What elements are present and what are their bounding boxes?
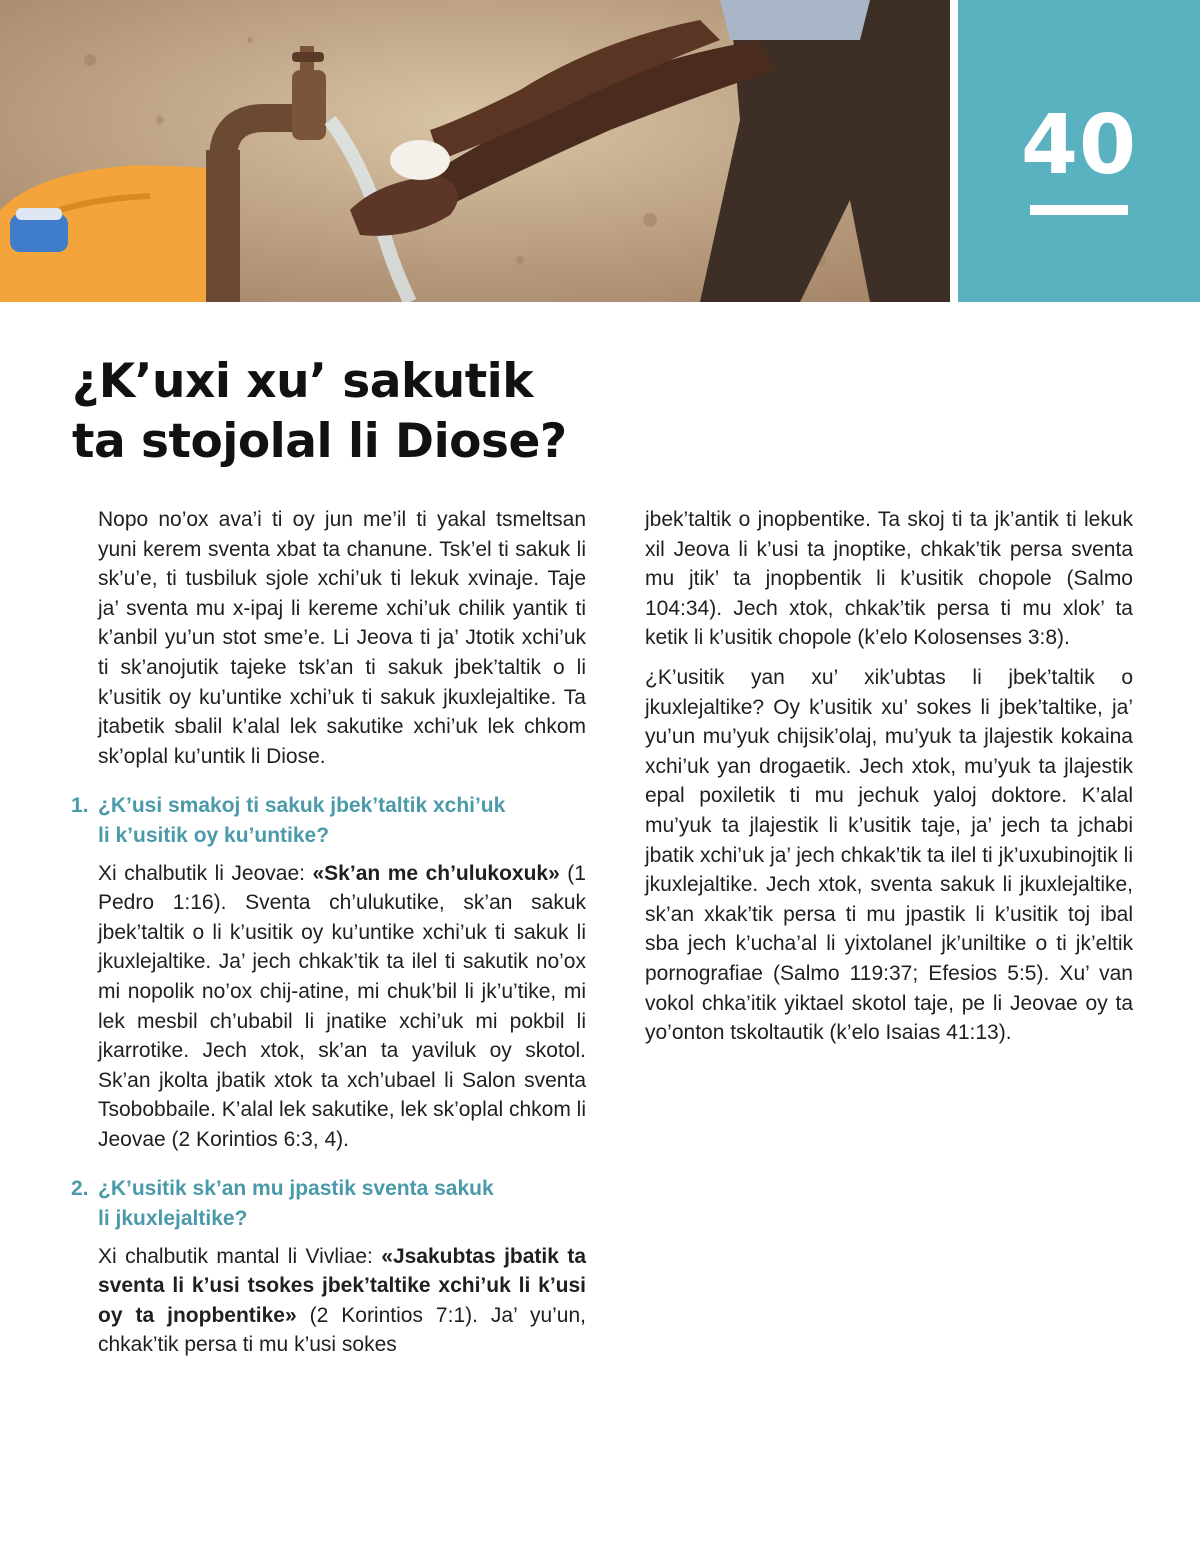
question-1-line-2: li k’usitik oy ku’untike? — [98, 823, 330, 847]
question-2-line-1: ¿K’usitik sk’an mu jpastik sventa sakuk — [98, 1177, 494, 1201]
answer-2-lead: Xi chalbutik mantal li Vivliae: — [98, 1244, 382, 1268]
continued-paragraph: jbek’taltik o jnopbentike. Ta skoj ti ta jk’antik ti lekuk xil Jeova li k’usi ta jnoptike, chkak’tik persa sventa mu jtik’ ta jnopbentik li k’usitik chopole (Salmo 104:34). Jech xtok, chkak’tik persa ti mu xlok’ ta ketik li k’usitik chopole (k’elo Kolosenses 3:8). — [645, 508, 1133, 650]
lesson-number: 40 — [1020, 98, 1138, 193]
body-paragraph: ¿K’usitik yan xu’ xik’ubtas li jbek’taltik o jkuxlejaltike? Oy k’usitik xu’ sokes li jbek’taltike, ja’ yu’un mu’yuk chijsik’olaj, mu’yuk ta jlajestik kokaina xchi’uk yan drogaetik. Jech xtok, mu’yuk ta jlajestik epal poxiletik ti mu jechuk yaloj doktore. K’alal mu’yuk ta jlajestik li k’usitik taje, ja’ jech ta jchabi jbatik xchi’uk ja’ jech chkak’tik ta ilel ti jk’uxubinojtik li jkuxlejaltike. Jech xtok, sventa sakuk li jkuxlejaltike, sk’an xkak’tik persa ti mu jpastik li k’usitik toj ibal sba jech k’ucha’al li yixtolanel jk’uniltike o ti jk’eltik pornografiae (Salmo 119:37; Efesios 5:5). Xu’ van vokol chka’itik yiktael skotol taje, pe li Jeovae oy ta yo’onton tskoltautik (k’elo Isaias 41:13). — [645, 665, 1133, 1045]
question-1-line-1: ¿K’usi smakoj ti sakuk jbek’taltik xchi’uk — [98, 794, 506, 818]
answer-1-text: (1 Pedro 1:16). Sventa ch’ulukutike, sk’an sakuk jbek’taltik o li k’usitik oy ku’untike xchi’uk ti sakuk li jkuxlejaltike. Ja’ jech chkak’tik ta ilel ti sakutik no’ox mi nopolik no’ox chij-atine, mi chuk’bil li jk’u’tike, mi lek mesbil ch’ubabil li jnatike xchi’uk mi pokbil li jkarrotike. Jech xtok, sk’an ta yaviluk oy skotol. Sk’an jkolta jbatik xtok ta xch’ubael li Salon sventa Tsobobbaile. K’alal lek sakutike, lek sk’oplal chkom li Jeovae (2 Korintios 6:3, 4). — [98, 861, 586, 1151]
answer-2-text: (2 Korintios 7:1). Ja’ yu’un, chkak’tik persa ti mu k’usi sokes — [98, 1303, 586, 1357]
question-2-line-2: li jkuxlejaltike? — [98, 1207, 248, 1231]
scripture-quote-2: «Jsakubtas jbatik ta sventa li k’usi tsokes jbek’taltike xchi’uk li k’usi oy ta jnopbentike» — [98, 1244, 587, 1327]
question-heading-2 — [71, 1174, 586, 1233]
left-column — [71, 505, 587, 1370]
page-title — [72, 352, 672, 472]
answer-paragraph-2 — [98, 1242, 586, 1360]
lesson-number-underline — [1030, 205, 1128, 215]
right-column — [645, 505, 1133, 1058]
page-title-line-1: ¿K’uxi xu’ sakutik — [72, 354, 534, 409]
answer-1-lead: Xi chalbutik li Jeovae: — [98, 861, 313, 885]
lesson-number-box — [958, 0, 1200, 302]
answer-paragraph-1 — [98, 859, 586, 1155]
page-title-line-2: ta stojolal li Diose? — [72, 414, 567, 469]
question-number-1: 1. — [71, 794, 89, 818]
header-photo — [0, 0, 950, 302]
intro-paragraph: Nopo no’ox ava’i ti oy jun me’il ti yakal tsmeltsan yuni kerem sventa xbat ta chanune. Tsk’el ti sakuk li sk’u’e, ti tusbiluk sjole xchi’uk ti lekuk xvinaje. Taje ja’ sventa mu x-ipaj li kereme xchi’uk chilik yantik ti k’anbil yu’un stot sme’e. Li Jeova ti ja’ Jtotik xchi’uk ti sk’anojutik tajeke tsk’an ti sakuk jbek’taltik o li k’usitik oy ku’untike xchi’uk ti sakuk jkuxlejaltike. Ta jtabetik sbalil k’alal lek sakutike xchi’uk lek chkom sk’oplal ku’untik li Diose. — [98, 508, 586, 768]
scripture-quote-1: «Sk’an me ch’ulukoxuk» — [312, 861, 560, 885]
question-heading-1 — [71, 791, 586, 850]
question-number-2: 2. — [71, 1177, 89, 1201]
hand-washing-illustration — [0, 0, 950, 302]
